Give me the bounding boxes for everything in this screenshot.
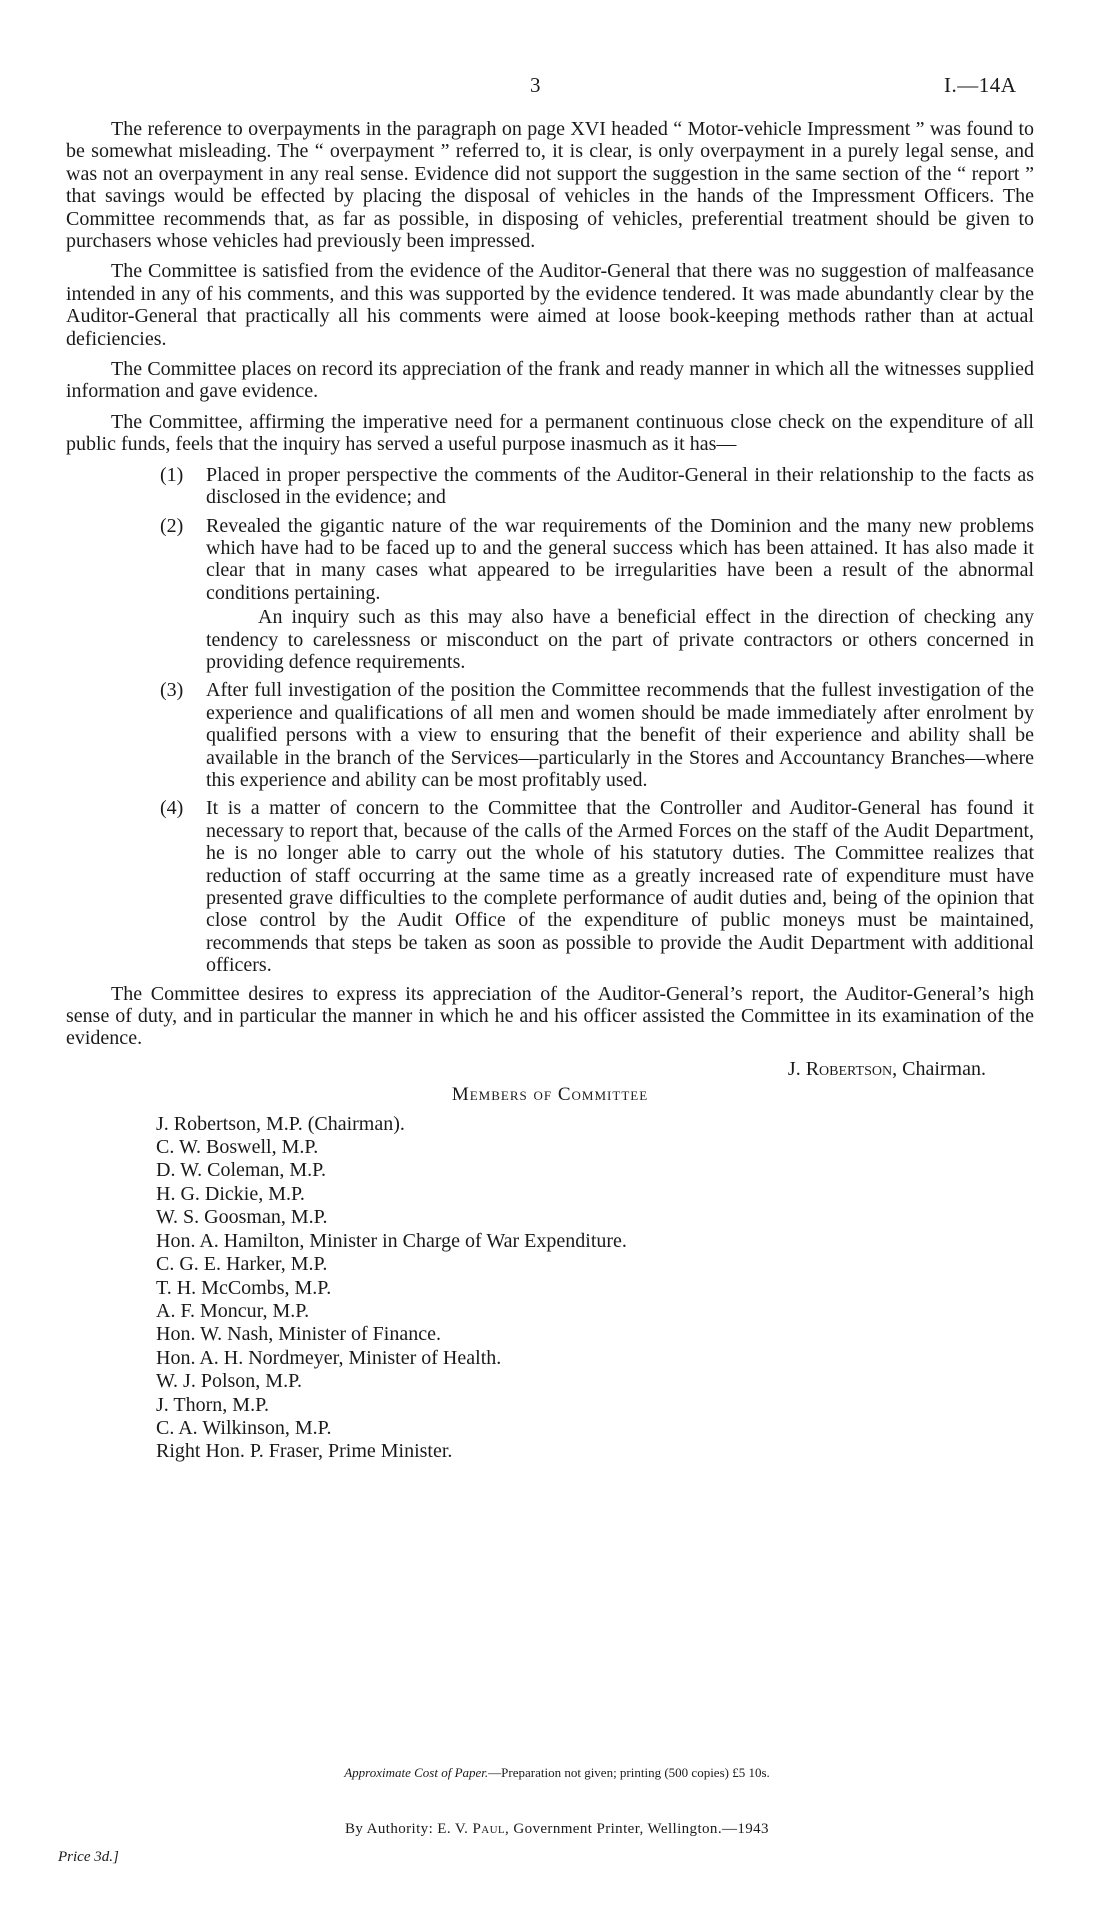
member-item: T. H. McCombs, M.P. <box>156 1276 332 1299</box>
list-item-text: After full investigation of the position the Committee recommends that the fullest investigation of the experience and qualifications of all men and women should be made immediately after enrolment by qualified persons with a view to ensuring that the benefit of their experience and ability shall be available in the branch of the Services—particularly in the Stores and Accountancy Branches—where this experience and ability can be most profitably used. <box>206 679 1034 791</box>
member-item: J. Robertson, M.P. (Chairman). <box>156 1112 405 1135</box>
list-item <box>160 515 1034 674</box>
signature-surname: Robertson <box>805 1057 893 1080</box>
list-item-number: (2) <box>160 514 184 537</box>
member-item: C. W. Boswell, M.P. <box>156 1136 319 1159</box>
paragraph-inquiry-purpose: The Committee, affirming the imperative need for a permanent continuous close check on the expenditure of all public funds, feels that the inquiry has served a useful purpose inasmuch as it has— <box>66 410 1034 456</box>
authority-prefix: By Authority: E. V. <box>345 1821 473 1837</box>
paragraph-motor-vehicle-impressment: The reference to overpayments in the paragraph on page XVI headed “ Motor-vehicle Impressment ” was found to be somewhat misleading. The “ overpayment ” referred to, it is clear, is only overpayment in a purely legal sense, and was not an overpayment in any real sense. Evidence did not support the suggestion in the same section of the “ report ” that savings would be effected by placing the disposal of vehicles in the hands of the Impressment Officers. The Committee recommends that, as far as possible, in disposing of vehicles, preferential treatment should be given to purchasers whose vehicles had previously been impressed. <box>66 118 1034 253</box>
chairman-signature <box>66 1058 1034 1080</box>
list-item-number: (4) <box>160 797 184 820</box>
members-heading: Members of Committee <box>451 1084 649 1106</box>
signature-title: , Chairman. <box>892 1057 986 1080</box>
list-item <box>160 464 1034 509</box>
paragraph-auditor-general-evidence: The Committee is satisfied from the evidence of the Auditor-General that there was no suggestion of malfeasance intended in any of his comments, and this was supported by the evidence tendered. It was made abundantly clear by the Auditor-General that practically all his comments were aimed at loose book-keeping methods rather than at actual deficiencies. <box>66 260 1034 350</box>
printer-authority-line <box>0 1818 1114 1840</box>
member-item: Right Hon. P. Fraser, Prime Minister. <box>156 1440 453 1463</box>
list-item-body <box>206 679 1034 791</box>
member-item: H. G. Dickie, M.P. <box>156 1182 305 1205</box>
member-item: A. F. Moncur, M.P. <box>156 1299 310 1322</box>
cost-text: —Preparation not given; printing (500 copies) £5 10s. <box>488 1765 770 1780</box>
page-number: 3 <box>530 73 541 97</box>
member-item: Hon. W. Nash, Minister of Finance. <box>156 1323 441 1346</box>
member-item: Hon. A. Hamilton, Minister in Charge of War Expenditure. <box>156 1229 627 1252</box>
authority-printer-name: Paul <box>472 1821 506 1837</box>
member-item: W. S. Goosman, M.P. <box>156 1206 328 1229</box>
paragraph-closing-appreciation: The Committee desires to express its appreciation of the Auditor-General’s report, the Auditor-General’s high sense of duty, and in particular the manner in which he and his officer assisted the Committee in its examination of the evidence. <box>66 982 1034 1050</box>
members-list <box>66 1113 1034 1464</box>
list-item-number: (3) <box>160 679 184 702</box>
numbered-list <box>160 464 1034 977</box>
authority-suffix: , Government Printer, Wellington.—1943 <box>505 1821 769 1837</box>
member-item: D. W. Coleman, M.P. <box>156 1159 327 1182</box>
member-item: J. Thorn, M.P. <box>156 1393 269 1416</box>
list-item-body <box>206 464 1034 509</box>
list-item-number: (1) <box>160 463 184 486</box>
cost-label: Approximate Cost of Paper. <box>344 1765 489 1780</box>
list-item-text: Placed in proper perspective the comments of the Auditor-General in their relationship to the facts as disclosed in the evidence; and <box>206 463 1034 509</box>
document-reference: I.—14A <box>944 73 1017 97</box>
member-item: C. G. E. Harker, M.P. <box>156 1253 328 1276</box>
list-item-body <box>206 797 1034 976</box>
list-item-text: Revealed the gigantic nature of the war requirements of the Dominion and the many new problems which have had to be faced up to and the general success which has been attained. It has also made it clear that in many cases what appeared to be irregularities have been a result of the abnormal conditions pertaining. <box>206 514 1034 604</box>
list-item <box>160 679 1034 791</box>
paragraph-appreciation-witnesses: The Committee places on record its appreciation of the frank and ready manner in which all the witnesses supplied information and gave evidence. <box>66 358 1034 403</box>
signature-initial: J. <box>787 1057 806 1080</box>
price-label: Price 3d.] <box>58 1849 119 1865</box>
cost-of-paper-note <box>0 1762 1114 1784</box>
list-item-subparagraph: An inquiry such as this may also have a beneficial effect in the direction of checking any tendency to carelessness or misconduct on the part of private contractors or others concerned in providing defence requirements. <box>206 606 1034 673</box>
list-item <box>160 797 1034 976</box>
member-item: C. A. Wilkinson, M.P. <box>156 1416 332 1439</box>
member-item: W. J. Polson, M.P. <box>156 1370 302 1393</box>
list-item-text: It is a matter of concern to the Committee that the Controller and Auditor-General has found it necessary to report that, because of the calls of the Armed Forces on the staff of the Audit Department, he is no longer able to carry out the whole of his statutory duties. The Committee realizes that reduction of staff occurring at the same time as a greatly increased rate of expenditure must have presented grave difficulties to the complete performance of audit duties and, being of the opinion that close control by the Audit Office of the expenditure of public moneys must be maintained, recommends that steps be taken as soon as possible to provide the Audit Department with additional officers. <box>206 797 1034 977</box>
list-item-body <box>206 515 1034 674</box>
member-item: Hon. A. H. Nordmeyer, Minister of Health. <box>156 1346 502 1369</box>
document-body <box>66 118 1034 1464</box>
